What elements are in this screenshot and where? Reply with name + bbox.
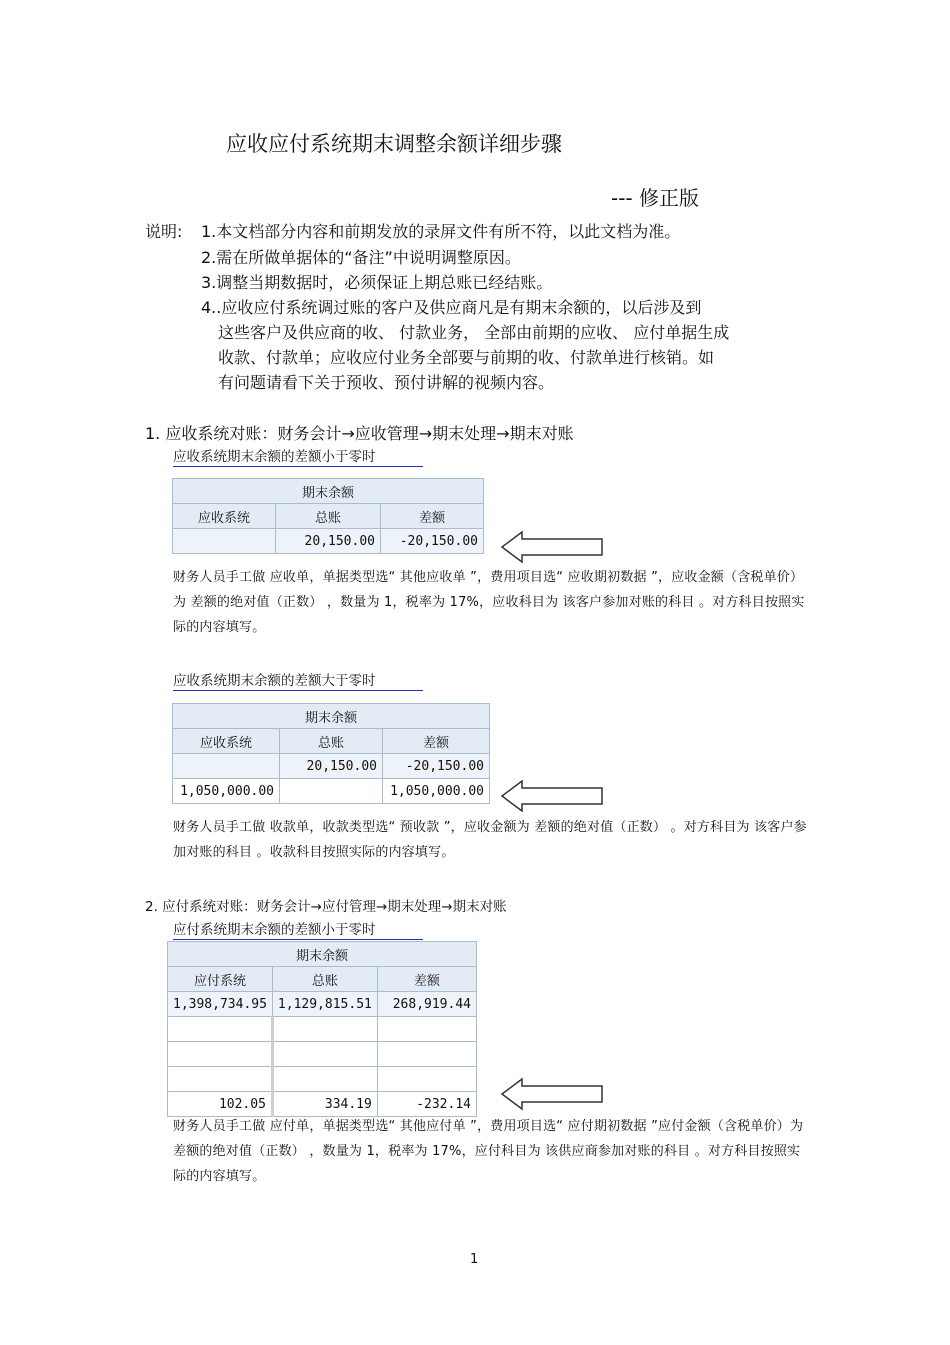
note-item: 2.需在所做单据体的“备注”中说明调整原因。 <box>201 248 521 267</box>
table-group-header: 期末余额 <box>173 704 490 729</box>
table-cell: 268,919.44 <box>377 992 476 1017</box>
table-cell: 1,398,734.95 <box>168 992 273 1017</box>
note-item: 收款、付款单；应收应付业务全部要与前期的收、付款单进行核销。如 <box>218 348 715 367</box>
column-header: 应收系统 <box>173 729 280 754</box>
section1-case-b-paragraph: 财务人员手工做 收款单，收款类型选“ 预收款 ”，应收金额为 差额的绝对值（正数） 。对方科目为 该客户参加对账的科目 。收款科目按照实际的内容填写。 <box>173 820 807 860</box>
doc-title: 应收应付系统期末调整余额详细步骤 <box>226 132 562 156</box>
table-cell: 1,129,815.51 <box>272 992 377 1017</box>
section2-case-a-caption: 应付系统期末余额的差额小于零时 <box>173 918 423 940</box>
column-header: 总账 <box>276 504 381 529</box>
column-header: 差额 <box>383 729 490 754</box>
table-cell <box>173 529 276 554</box>
left-arrow-icon <box>500 1076 606 1112</box>
column-header: 应收系统 <box>173 504 276 529</box>
note-item: 1.本文档部分内容和前期发放的录屏文件有所不符，以此文档为准。 <box>201 222 681 241</box>
column-header: 差额 <box>381 504 484 529</box>
section1-case-b-caption: 应收系统期末余额的差额大于零时 <box>173 669 423 691</box>
table-cell <box>272 1042 377 1067</box>
note-item: 3.调整当期数据时，必须保证上期总账已经结账。 <box>201 273 553 292</box>
column-header: 差额 <box>377 967 476 992</box>
note-item: 这些客户及供应商的收、 付款业务， 全部由前期的应收、 应付单据生成 <box>218 323 730 342</box>
table-row <box>168 992 477 1017</box>
section2-heading: 2. 应付系统对账：财务会计→应付管理→期末处理→期末对账 <box>145 899 507 915</box>
table-cell: -232.14 <box>377 1092 476 1117</box>
table-row <box>168 1017 477 1042</box>
table-cell <box>272 1067 377 1092</box>
table-row <box>173 754 490 779</box>
column-header: 总账 <box>272 967 377 992</box>
left-arrow-icon <box>500 778 606 814</box>
table-cell <box>280 779 383 804</box>
table-group-header: 期末余额 <box>173 479 484 504</box>
table-cell <box>168 1067 273 1092</box>
balance-table-ar-positive <box>172 703 490 804</box>
column-header: 总账 <box>280 729 383 754</box>
table-row <box>173 779 490 804</box>
column-header: 应付系统 <box>168 967 273 992</box>
section1-heading: 1. 应收系统对账：财务会计→应收管理→期末处理→期末对账 <box>145 424 574 443</box>
section1-case-a-caption: 应收系统期末余额的差额小于零时 <box>173 445 423 467</box>
table-cell: 1,050,000.00 <box>383 779 490 804</box>
table-cell <box>168 1017 273 1042</box>
table-cell: -20,150.00 <box>381 529 484 554</box>
table-cell <box>173 754 280 779</box>
table-cell: 20,150.00 <box>280 754 383 779</box>
left-arrow-icon <box>500 529 606 565</box>
page-number: 1 <box>470 1252 479 1267</box>
table-row <box>168 1092 477 1117</box>
table-cell <box>272 1017 377 1042</box>
table-group-header: 期末余额 <box>168 942 477 967</box>
table-row <box>173 529 484 554</box>
table-cell: 20,150.00 <box>276 529 381 554</box>
table-cell: 102.05 <box>168 1092 273 1117</box>
balance-table-ar-negative <box>172 478 484 554</box>
table-cell <box>377 1017 476 1042</box>
balance-table-ap-negative <box>167 941 477 1117</box>
table-cell <box>168 1042 273 1067</box>
notes-label: 说明: <box>145 222 183 241</box>
doc-subtitle: --- 修正版 <box>611 186 700 210</box>
section2-case-a-paragraph: 财务人员手工做 应付单，单据类型选“ 其他应付单 ”，费用项目选“ 应付期初数据 ”应付金额（含税单价）为 差额的绝对值（正数） ，数量为 1，税率为 17%，应付科目为 该供应商参加对账的科目 。对方科目按照实际的内容填写。 <box>173 1119 804 1184</box>
table-cell: -20,150.00 <box>383 754 490 779</box>
table-cell <box>377 1042 476 1067</box>
table-cell: 334.19 <box>272 1092 377 1117</box>
note-item: 有问题请看下关于预收、预付讲解的视频内容。 <box>218 373 555 392</box>
table-cell: 1,050,000.00 <box>173 779 280 804</box>
note-item: 4..应收应付系统调过账的客户及供应商凡是有期末余额的，以后涉及到 <box>201 298 702 317</box>
table-cell <box>377 1067 476 1092</box>
section1-case-a-paragraph: 财务人员手工做 应收单，单据类型选“ 其他应收单 ”，费用项目选“ 应收期初数据 ”，应收金额（含税单价）为 差额的绝对值（正数） ，数量为 1，税率为 17%，应收科目为 该客户参加对账的科目 。对方科目按照实际的内容填写。 <box>173 570 805 635</box>
table-row <box>168 1042 477 1067</box>
table-row <box>168 1067 477 1092</box>
